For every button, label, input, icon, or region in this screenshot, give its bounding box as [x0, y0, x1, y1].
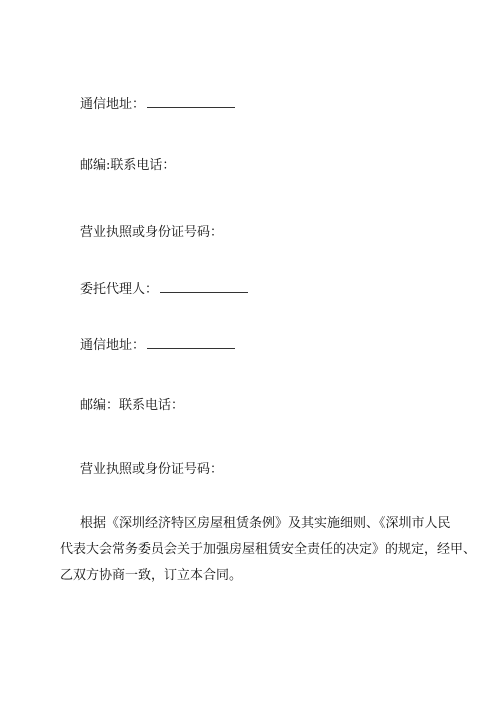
address-row-1 [80, 95, 235, 113]
address-row-2 [80, 336, 235, 354]
contract-intro-paragraph [60, 511, 477, 589]
paragraph-line: 根据《深圳经济特区房屋租赁条例》及其实施细则、《深圳市人民 [80, 516, 451, 531]
address-label: 通信地址： [80, 338, 146, 353]
paragraph-line: 乙双方协商一致，订立本合同。 [60, 568, 243, 583]
postcode-phone-label: 邮编：联系电话： [80, 398, 185, 413]
postcode-phone-row-1 [80, 158, 175, 174]
agent-blank [160, 280, 248, 293]
license-id-label: 营业执照或身份证号码： [80, 462, 224, 477]
agent-row [80, 280, 248, 298]
postcode-phone-row-2 [80, 398, 184, 414]
license-id-row-1 [80, 225, 223, 241]
address-label: 通信地址： [80, 97, 146, 112]
address-blank [147, 95, 235, 108]
postcode-phone-label: 邮编:联系电话： [80, 158, 176, 173]
license-id-label: 营业执照或身份证号码： [80, 225, 224, 240]
agent-label: 委托代理人： [80, 282, 159, 297]
address-blank [147, 336, 235, 349]
license-id-row-2 [80, 462, 223, 478]
paragraph-line: 代表大会常务委员会关于加强房屋租赁安全责任的决定》的规定，经甲、 [60, 542, 477, 557]
